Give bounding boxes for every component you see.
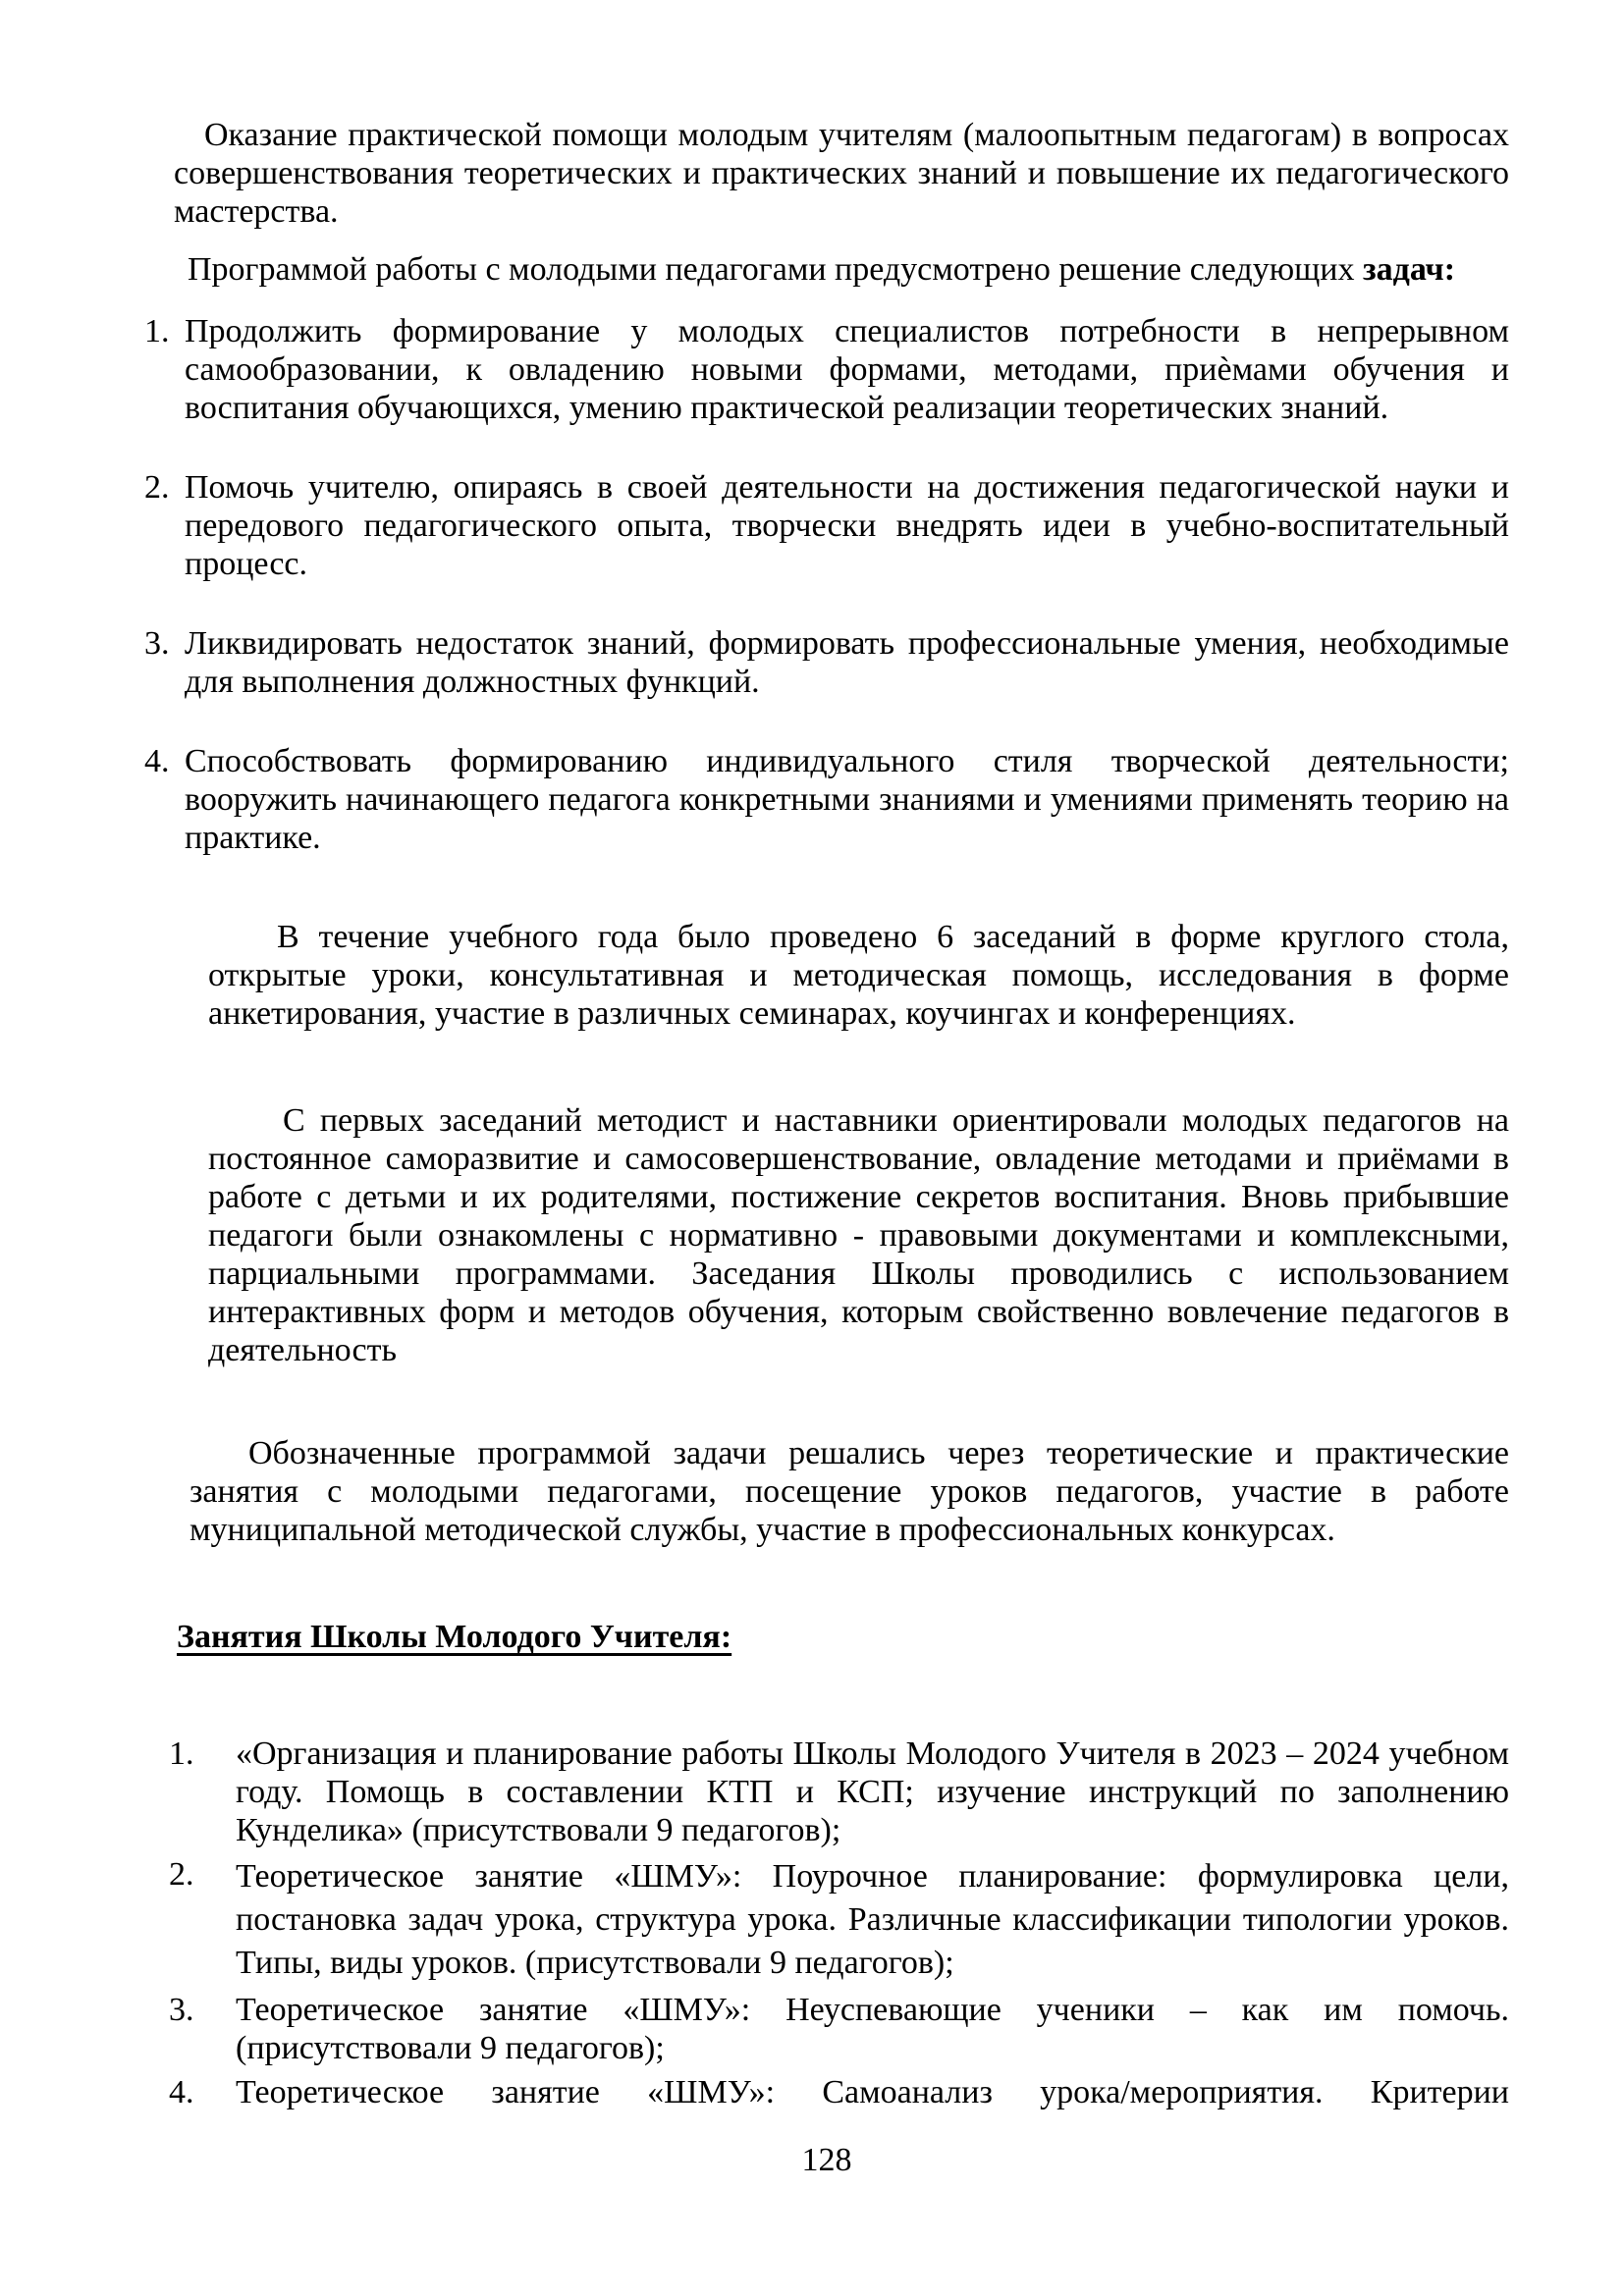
session-text: Теоретическое занятие «ШМУ»: Самоанализ урока/мероприятия. Критерии (236, 2074, 1509, 2110)
session-item (144, 1735, 1509, 1849)
section-heading: Занятия Школы Молодого Учителя: (177, 1619, 732, 1655)
task-text: Ликвидировать недостаток знаний, формировать профессиональные умения, необходимые для выполнения должностных функций. (185, 625, 1509, 700)
task-text: Продолжить формирование у молодых специалистов потребности в непрерывном самообразовании, к овладению новыми формами, методами, приѐмами обучения и воспитания обучающихся, умению практической реализации теоретических знаний. (185, 313, 1509, 426)
first-sessions-paragraph: С первых заседаний методист и наставники ориентировали молодых педагогов на постоянное саморазвитие и самосовершенствование, овладение методами и приёмами в работе с детьми и их родителями, постижение секретов воспитания. Вновь прибывшие педагоги были ознакомлены с нормативно - правовыми документами и комплексными, парциальными программами. Заседания Школы проводились с использованием интерактивных форм и методов обучения, которым свойственно вовлечение педагогов в деятельность (208, 1102, 1509, 1368)
task-text: Помочь учителю, опираясь в своей деятельности на достижения педагогической науки и передового педагогического опыта, творчески внедрять идеи в учебно-воспитательный процесс. (185, 469, 1509, 582)
session-number: 1. (169, 1735, 194, 1772)
session-text: Теоретическое занятие «ШМУ»: Поурочное планирование: формулировка цели, постановка задач урока, структура урока. Различные классификации типологии уроков. Типы, виды уроков. (присутствовали 9 педагогов); (236, 1858, 1509, 1981)
task-item (144, 468, 1509, 583)
task-item (144, 742, 1509, 857)
session-item (144, 1991, 1509, 2067)
session-item (144, 2073, 1509, 2111)
program-emphasis-text: задач: (1363, 251, 1456, 288)
task-number: 3. (144, 625, 170, 662)
program-paragraph (174, 250, 1509, 289)
session-text: «Организация и планирование работы Школы Молодого Учителя в 2023 – 2024 учебном году. Помощь в составлении КТП и КСП; изучение инструкций по заполнению Кунделика» (присутствовали 9 педагогов); (236, 1735, 1509, 1848)
sessions-list (144, 1735, 1509, 2111)
session-number: 3. (169, 1992, 194, 2028)
task-item (144, 624, 1509, 701)
intro-paragraph: Оказание практической помощи молодым учителям (малоопытным педагогам) в вопросах совершенствования теоретических и практических знаний и повышение их педагогического мастерства. (174, 117, 1509, 230)
task-number: 1. (144, 313, 170, 349)
program-lead-text: Программой работы с молодыми педагогами предусмотрено решение следующих (188, 251, 1364, 288)
tasks-solved-paragraph: Обозначенные программой задачи решались через теоретические и практические занятия с молодыми педагогами, посещение уроков педагогов, участие в работе муниципальной методической службы, участие в профессиональных конкурсах. (189, 1435, 1509, 1548)
task-item (144, 312, 1509, 427)
session-number: 2. (169, 1856, 194, 1893)
task-number: 4. (144, 743, 170, 779)
session-text: Теоретическое занятие «ШМУ»: Неуспевающие ученики – как им помочь. (присутствовали 9 педагогов); (236, 1992, 1509, 2066)
session-number: 4. (169, 2074, 194, 2110)
task-text: Способствовать формированию индивидуального стиля творческой деятельности; вооружить начинающего педагога конкретными знаниями и умениями применять теорию на практике. (185, 743, 1509, 856)
session-item (144, 1855, 1509, 1985)
tasks-list (144, 312, 1509, 857)
year-summary-paragraph: В течение учебного года было проведено 6 заседаний в форме круглого стола, открытые уроки, консультативная и методическая помощь, исследования в форме анкетирования, участие в различных семинарах, коучингах и конференциях. (208, 919, 1509, 1032)
page-number: 128 (801, 2142, 852, 2178)
task-number: 2. (144, 469, 170, 506)
